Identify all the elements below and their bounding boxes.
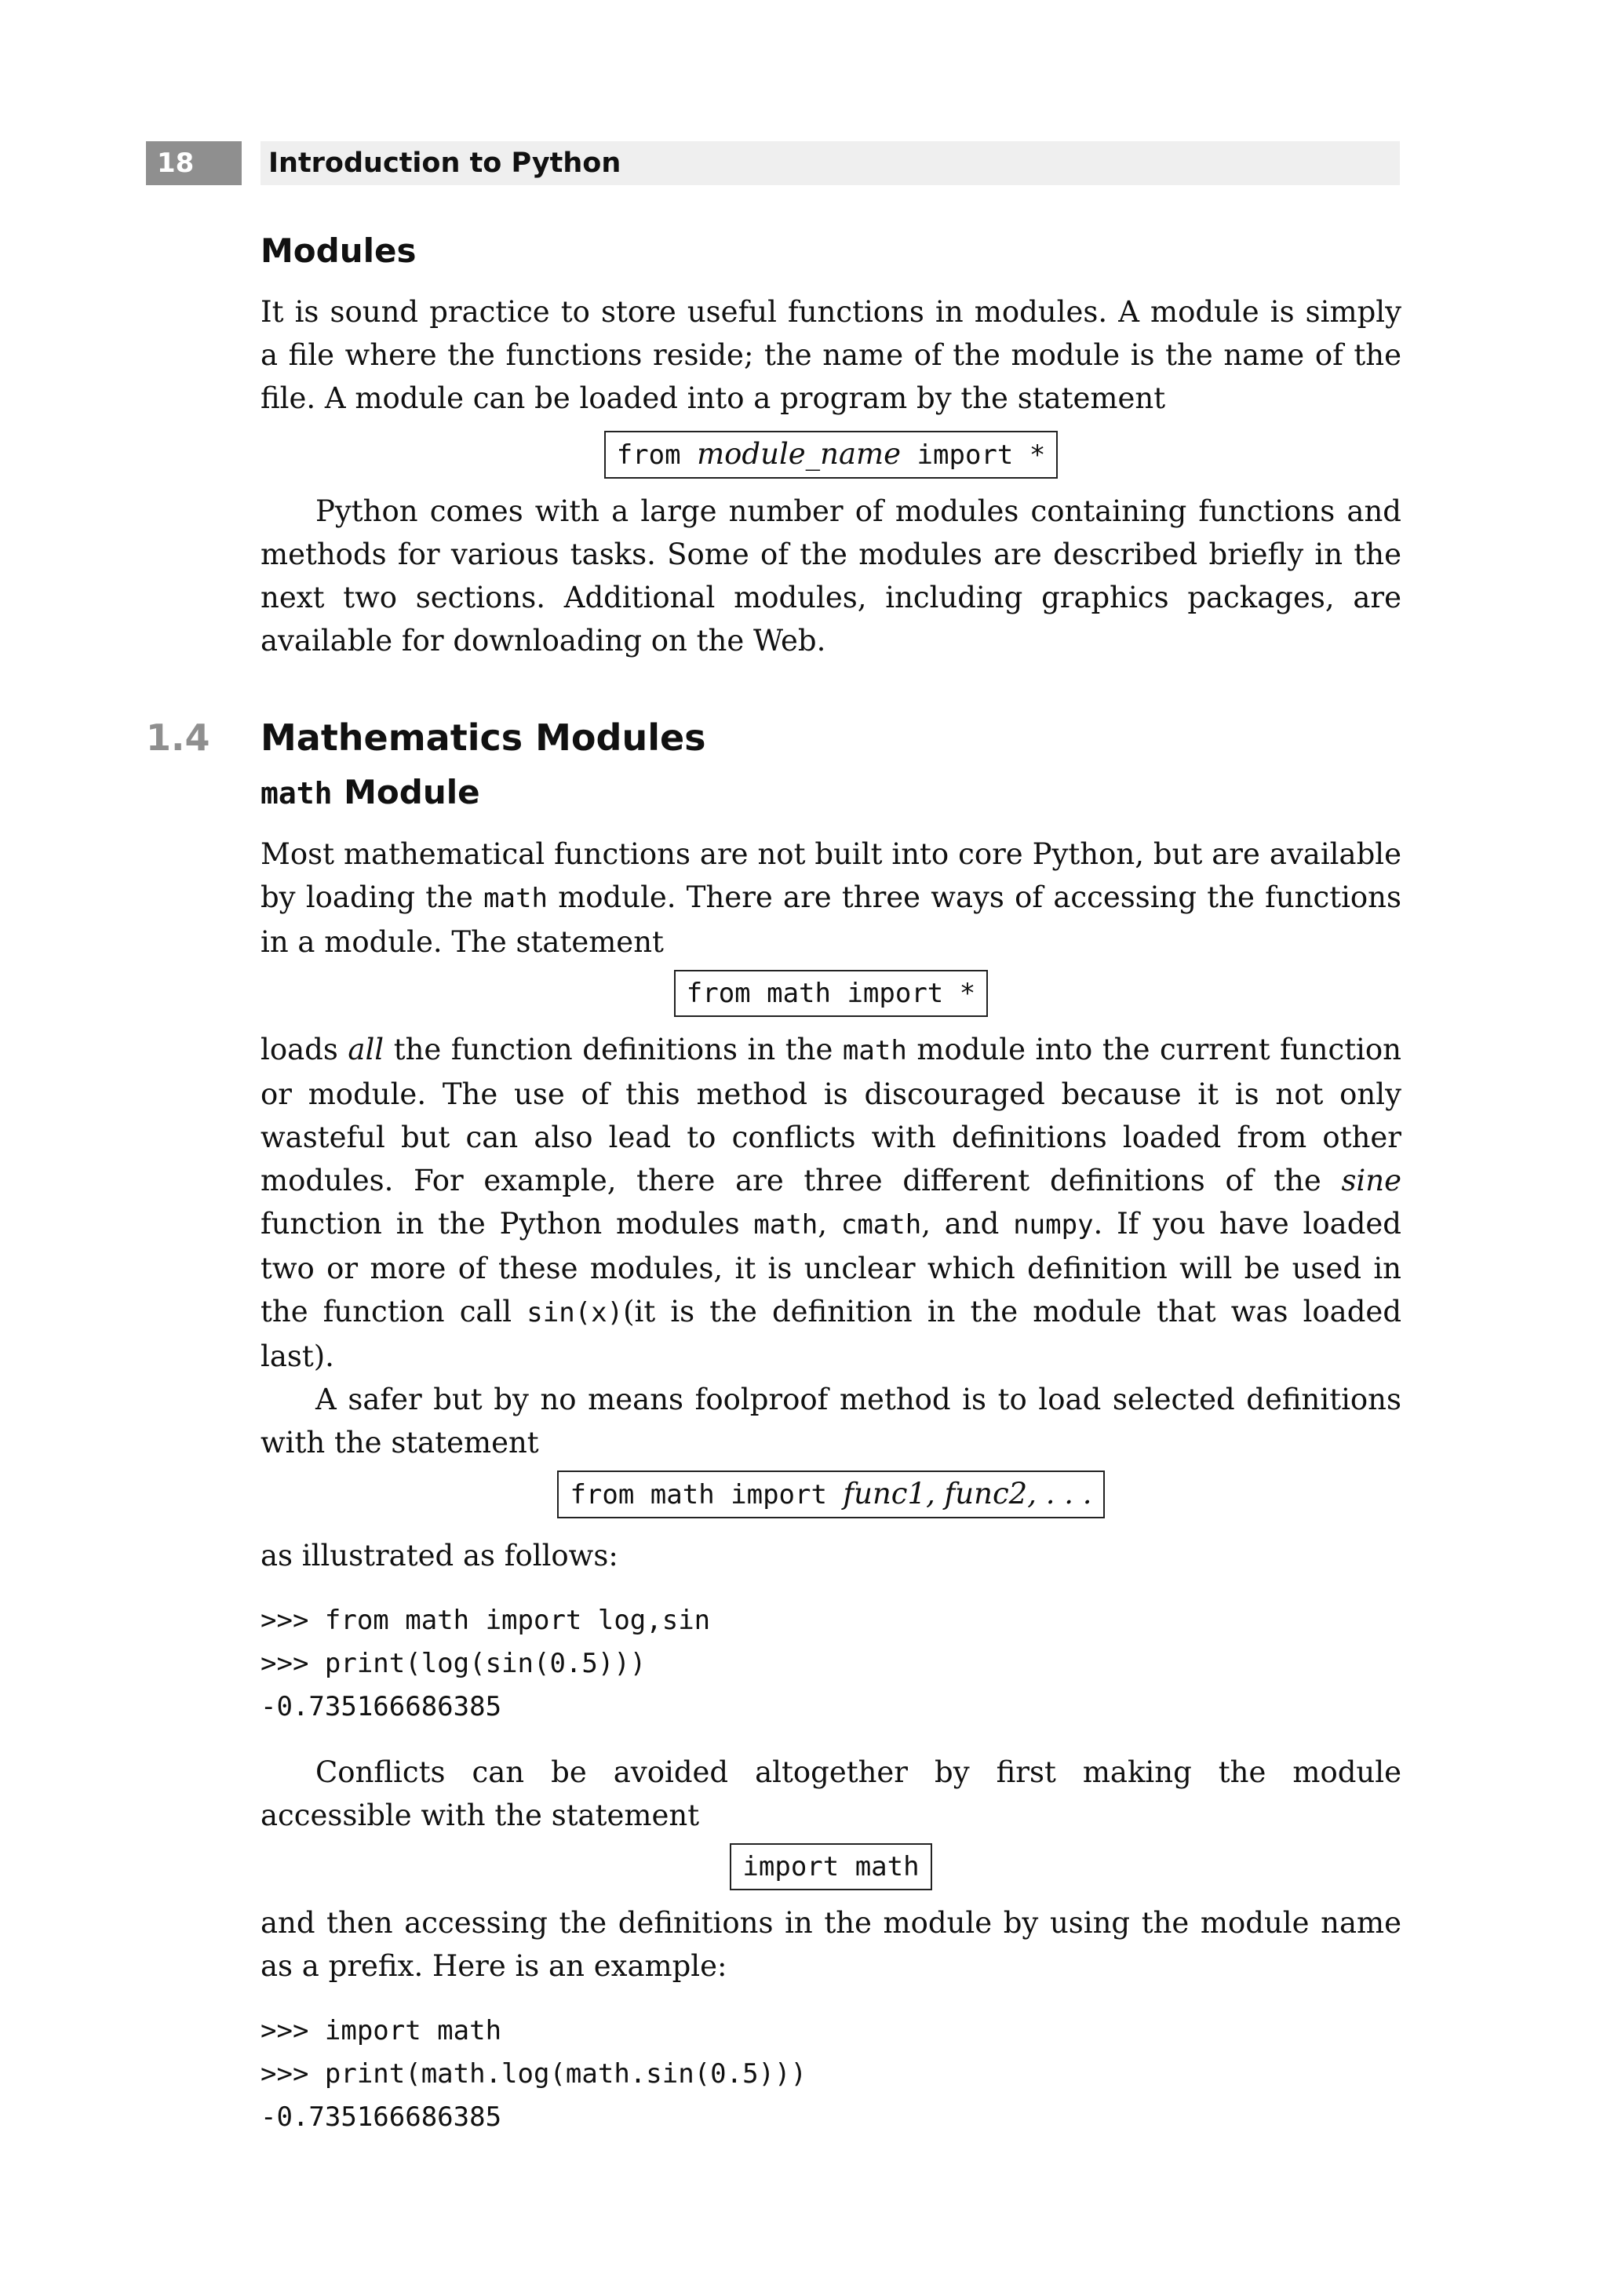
math-module-heading [261, 769, 1401, 817]
section-heading [146, 712, 1401, 763]
page-number: 18 [146, 141, 242, 185]
section-title: Mathematics Modules [261, 716, 706, 759]
code-line: >>> print(log(sin(0.5))) [261, 1648, 647, 1679]
code-line: >>> from math import log,sin [261, 1605, 711, 1636]
math-paragraph-1: Most mathematical functions are not built into core Python, but are available by loading the math module. There are three ways of accessing the functions in a module. The statement [261, 837, 1401, 959]
page-content [146, 228, 1401, 2139]
code-example-1 [261, 1599, 1401, 1729]
math-paragraph-2: loads all the function definitions in the math module into the current function or module. The use of this method is discouraged because it is not only wasteful but can also lead to conflicts with definitions loaded from other modules. For example, there are three different definitions of the sine function in the Python modules math, cmath, and numpy. If you have loaded two or more of these modules, it is unclear which definition will be used in the function call sin(x)(it is the definition in the module that was loaded last). [261, 1033, 1401, 1373]
boxed-statement-import-math: import math [261, 1843, 1401, 1890]
boxed-statement-selected: from math import func1, func2, . . . [261, 1471, 1401, 1518]
section-number: 1.4 [146, 716, 210, 759]
code-line: >>> import math [261, 2015, 502, 2046]
modules-paragraph-1: It is sound practice to store useful functions in modules. A module is simply a file where the functions reside; the name of the module is the name of the file. A module can be loaded into a program by the statement [261, 295, 1401, 415]
code-line: -0.735166686385 [261, 2101, 502, 2133]
module-word: Module [332, 773, 480, 811]
math-paragraph-5: Conflicts can be avoided altogether by first making the module accessible with the statement [261, 1755, 1401, 1832]
box-module-name: module_name [697, 437, 902, 471]
running-header [146, 141, 1401, 185]
box-import-star: import * [916, 439, 1046, 471]
code-line: >>> print(math.log(math.sin(0.5))) [261, 2058, 807, 2090]
modules-paragraph-2: Python comes with a large number of modules containing functions and methods for various tasks. Some of the modules are described briefly in the next two sections. Additional modules, including graphics packages, are available for downloading on the Web. [261, 494, 1401, 658]
boxed-statement-import-all: from math import * [261, 970, 1401, 1017]
modules-heading: Modules [261, 231, 417, 270]
box-from: from [616, 439, 681, 471]
math-paragraph-3: A safer but by no means foolproof method is to load selected definitions with the statement [261, 1383, 1401, 1460]
boxed-statement-module-import [261, 431, 1401, 479]
math-paragraph-6: and then accessing the definitions in the module by using the module name as a prefix. Here is an example: [261, 1906, 1401, 1983]
math-paragraph-4: as illustrated as follows: [261, 1539, 618, 1573]
running-title: Introduction to Python [261, 141, 1400, 185]
code-line: -0.735166686385 [261, 1691, 502, 1722]
code-example-2 [261, 2010, 1401, 2139]
math-mono-word: math [261, 776, 333, 811]
